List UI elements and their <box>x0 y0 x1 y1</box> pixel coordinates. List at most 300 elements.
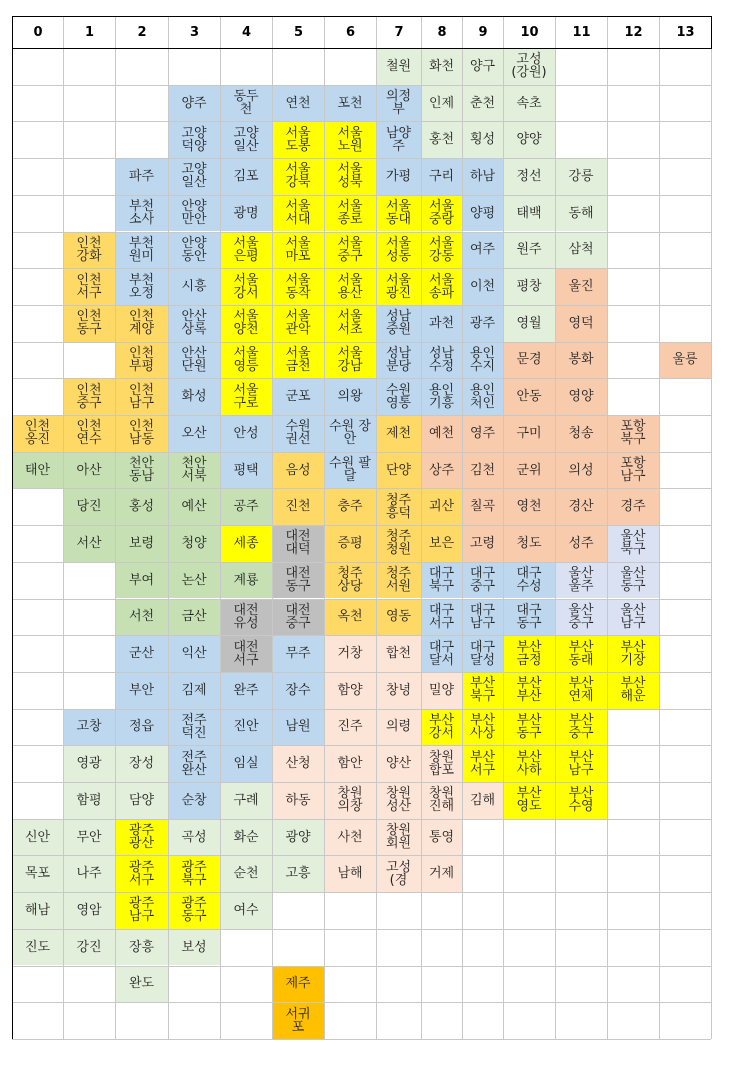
region-cell: 부천 원미 <box>115 232 168 269</box>
region-cell: 남양 주 <box>376 121 421 158</box>
region-cell: 영천 <box>503 488 555 525</box>
region-cell: 울산 울주 <box>555 562 607 599</box>
region-cell: 청도 <box>503 525 555 562</box>
region-cell: 인천 남동 <box>115 415 168 452</box>
region-cell: 고성 (강원) <box>503 48 555 85</box>
region-cell: 의정 부 <box>376 85 421 122</box>
region-cell: 청주 흥덕 <box>376 488 421 525</box>
region-cell: 평창 <box>503 268 555 305</box>
region-cell: 나주 <box>63 855 115 892</box>
region-cell: 부산 기장 <box>607 635 659 672</box>
grid-line-horizontal <box>12 1039 711 1040</box>
grid-line-vertical <box>324 16 325 1039</box>
region-cell: 하남 <box>462 158 503 195</box>
region-cell: 부산 동구 <box>503 709 555 746</box>
region-cell: 문경 <box>503 342 555 379</box>
region-cell: 천안 동남 <box>115 452 168 489</box>
region-cell: 임실 <box>220 745 272 782</box>
region-cell: 양구 <box>462 48 503 85</box>
region-cell: 부산 서구 <box>462 745 503 782</box>
region-cell: 보령 <box>115 525 168 562</box>
region-cell: 괴산 <box>421 488 462 525</box>
region-cell: 서울 중랑 <box>421 195 462 232</box>
grid-line-horizontal <box>12 342 711 343</box>
region-cell: 상주 <box>421 452 462 489</box>
region-cell: 서울 송파 <box>421 268 462 305</box>
grid-outer-border <box>12 16 13 1039</box>
region-cell: 진주 <box>324 709 376 746</box>
region-cell: 예천 <box>421 415 462 452</box>
region-cell: 음성 <box>272 452 324 489</box>
region-cell: 인천 부평 <box>115 342 168 379</box>
column-header-3: 3 <box>189 24 200 40</box>
region-cell: 이천 <box>462 268 503 305</box>
region-cell: 부산 금정 <box>503 635 555 672</box>
grid-line-horizontal <box>12 819 711 820</box>
region-cell: 성남 분당 <box>376 342 421 379</box>
region-cell: 서울 영등 <box>220 342 272 379</box>
region-cell: 인천 서구 <box>63 268 115 305</box>
grid-line-vertical <box>63 16 64 1039</box>
region-cell: 단양 <box>376 452 421 489</box>
region-cell: 용인 수지 <box>462 342 503 379</box>
region-cell: 울산 동구 <box>607 562 659 599</box>
region-cell: 보은 <box>421 525 462 562</box>
grid-line-vertical <box>115 16 116 1039</box>
region-cell: 부천 오정 <box>115 268 168 305</box>
region-cell: 안성 <box>220 415 272 452</box>
grid-line-horizontal <box>12 305 711 306</box>
region-cell: 증평 <box>324 525 376 562</box>
region-cell: 충주 <box>324 488 376 525</box>
region-cell: 울진 <box>555 268 607 305</box>
grid-line-vertical <box>421 16 422 1039</box>
region-cell: 태백 <box>503 195 555 232</box>
region-cell: 창원 진해 <box>421 782 462 819</box>
region-cell: 고흥 <box>272 855 324 892</box>
region-cell: 인천 연수 <box>63 415 115 452</box>
grid-line-horizontal <box>12 121 711 122</box>
region-cell: 속초 <box>503 85 555 122</box>
region-cell: 부산 사하 <box>503 745 555 782</box>
region-cell: 고령 <box>462 525 503 562</box>
grid-line-horizontal <box>12 599 711 600</box>
region-cell: 대구 달성 <box>462 635 503 672</box>
grid-line-horizontal <box>12 158 711 159</box>
region-cell: 서울 성북 <box>324 158 376 195</box>
region-cell: 산청 <box>272 745 324 782</box>
grid-line-horizontal <box>12 488 711 489</box>
region-cell: 함양 <box>324 672 376 709</box>
column-header-9: 9 <box>478 24 488 40</box>
grid-line-vertical <box>659 16 660 1039</box>
region-cell: 수원 장 안 <box>324 415 376 452</box>
region-cell: 영양 <box>555 378 607 415</box>
region-cell: 옥천 <box>324 599 376 636</box>
region-cell: 전주 완산 <box>168 745 220 782</box>
region-cell: 장흥 <box>115 929 168 966</box>
region-cell: 청주 청원 <box>376 525 421 562</box>
region-cell: 과천 <box>421 305 462 342</box>
region-cell: 영광 <box>63 745 115 782</box>
region-cell: 안동 <box>503 378 555 415</box>
region-cell: 서울 강북 <box>272 158 324 195</box>
region-cell: 완도 <box>115 966 168 1003</box>
grid-line-vertical <box>376 16 377 1039</box>
region-cell: 의왕 <box>324 378 376 415</box>
region-cell: 고성 (경 <box>376 855 421 892</box>
region-cell: 광주 북구 <box>168 855 220 892</box>
region-cell: 부산 수영 <box>555 782 607 819</box>
region-cell: 서울 종로 <box>324 195 376 232</box>
column-header-10: 10 <box>520 24 539 40</box>
region-cell: 군산 <box>115 635 168 672</box>
region-cell: 목포 <box>12 855 63 892</box>
region-cell: 인천 계양 <box>115 305 168 342</box>
column-header-11: 11 <box>572 24 591 40</box>
region-cell: 화순 <box>220 819 272 856</box>
grid-line-horizontal <box>12 268 711 269</box>
region-cell: 부산 부산 <box>503 672 555 709</box>
region-cell: 서귀 포 <box>272 1002 324 1039</box>
region-cell: 성주 <box>555 525 607 562</box>
region-cell: 수원 권선 <box>272 415 324 452</box>
region-cell: 거창 <box>324 635 376 672</box>
region-cell: 인천 강화 <box>63 232 115 269</box>
region-cell: 서울 광진 <box>376 268 421 305</box>
region-cell: 통영 <box>421 819 462 856</box>
region-cell: 고양 덕양 <box>168 121 220 158</box>
region-cell: 고창 <box>63 709 115 746</box>
region-cell: 부천 소사 <box>115 195 168 232</box>
region-cell: 대전 중구 <box>272 599 324 636</box>
region-cell: 횡성 <box>462 121 503 158</box>
grid-line-horizontal <box>12 855 711 856</box>
grid-line-horizontal <box>12 745 711 746</box>
region-cell: 무안 <box>63 819 115 856</box>
grid-line-horizontal <box>12 232 711 233</box>
region-cell: 진도 <box>12 929 63 966</box>
column-header-6: 6 <box>345 24 356 40</box>
region-cell: 청주 상당 <box>324 562 376 599</box>
region-cell: 강진 <box>63 929 115 966</box>
region-cell: 인천 남구 <box>115 378 168 415</box>
region-cell: 용인 기흥 <box>421 378 462 415</box>
region-cell: 순창 <box>168 782 220 819</box>
grid-line-horizontal <box>12 1002 711 1003</box>
region-cell: 부산 사상 <box>462 709 503 746</box>
region-cell: 금산 <box>168 599 220 636</box>
region-cell: 태안 <box>12 452 63 489</box>
region-cell: 안양 동안 <box>168 232 220 269</box>
region-cell: 인천 중구 <box>63 378 115 415</box>
grid-line-horizontal <box>12 415 711 416</box>
region-cell: 광주 광산 <box>115 819 168 856</box>
region-cell: 김제 <box>168 672 220 709</box>
region-cell: 아산 <box>63 452 115 489</box>
region-cell: 서산 <box>63 525 115 562</box>
column-header-1: 1 <box>84 24 95 40</box>
grid-line-horizontal <box>12 929 711 930</box>
region-cell: 칠곡 <box>462 488 503 525</box>
region-cell: 김천 <box>462 452 503 489</box>
region-cell: 철원 <box>376 48 421 85</box>
grid-line-vertical <box>555 16 556 1039</box>
column-header-4: 4 <box>241 24 252 40</box>
region-cell: 부산 영도 <box>503 782 555 819</box>
region-cell: 대구 서구 <box>421 599 462 636</box>
region-cell: 여주 <box>462 232 503 269</box>
region-cell: 서울 용산 <box>324 268 376 305</box>
grid-line-horizontal <box>12 966 711 967</box>
region-cell: 동해 <box>555 195 607 232</box>
region-cell: 포항 남구 <box>607 452 659 489</box>
region-cell: 김포 <box>220 158 272 195</box>
region-cell: 여수 <box>220 892 272 929</box>
region-cell: 수원 팔 달 <box>324 452 376 489</box>
region-cell: 안산 단원 <box>168 342 220 379</box>
region-cell: 무주 <box>272 635 324 672</box>
region-cell: 부산 남구 <box>555 745 607 782</box>
region-cell: 포천 <box>324 85 376 122</box>
region-cell: 시흥 <box>168 268 220 305</box>
region-cell: 광주 동구 <box>168 892 220 929</box>
region-cell: 영암 <box>63 892 115 929</box>
region-cell: 청주 서원 <box>376 562 421 599</box>
region-cell: 양평 <box>462 195 503 232</box>
region-cell: 광주 서구 <box>115 855 168 892</box>
region-cell: 원주 <box>503 232 555 269</box>
column-header-7: 7 <box>394 24 404 40</box>
region-cell: 부산 강서 <box>421 709 462 746</box>
header-frame <box>12 16 712 49</box>
region-cell: 하동 <box>272 782 324 819</box>
region-cell: 부산 중구 <box>555 709 607 746</box>
region-cell: 부여 <box>115 562 168 599</box>
region-cell: 창원 의창 <box>324 782 376 819</box>
region-cell: 대구 동구 <box>503 599 555 636</box>
region-cell: 남원 <box>272 709 324 746</box>
region-cell: 서울 관악 <box>272 305 324 342</box>
column-header-0: 0 <box>33 24 43 40</box>
region-cell: 성남 중원 <box>376 305 421 342</box>
region-cell: 화성 <box>168 378 220 415</box>
region-cell: 인제 <box>421 85 462 122</box>
region-cell: 양양 <box>503 121 555 158</box>
grid-line-vertical <box>462 16 463 1039</box>
region-cell: 천안 서북 <box>168 452 220 489</box>
region-cell: 서울 은평 <box>220 232 272 269</box>
region-cell: 동두 천 <box>220 85 272 122</box>
region-cell: 군위 <box>503 452 555 489</box>
region-cell: 부산 동래 <box>555 635 607 672</box>
grid-line-vertical <box>220 16 221 1039</box>
grid-line-horizontal <box>12 892 711 893</box>
region-cell: 삼척 <box>555 232 607 269</box>
region-cell: 정읍 <box>115 709 168 746</box>
region-cell: 서울 도봉 <box>272 121 324 158</box>
grid-line-horizontal <box>12 195 711 196</box>
region-cell: 광명 <box>220 195 272 232</box>
region-cell: 진천 <box>272 488 324 525</box>
region-cell: 해남 <box>12 892 63 929</box>
region-cell: 연천 <box>272 85 324 122</box>
grid-line-horizontal <box>12 452 711 453</box>
region-cell: 합천 <box>376 635 421 672</box>
region-cell: 의령 <box>376 709 421 746</box>
region-cell: 제주 <box>272 966 324 1003</box>
region-cell: 울산 남구 <box>607 599 659 636</box>
region-cell: 홍성 <box>115 488 168 525</box>
region-cell: 서울 서초 <box>324 305 376 342</box>
region-cell: 포항 북구 <box>607 415 659 452</box>
region-cell: 광주 남구 <box>115 892 168 929</box>
region-cell: 서울 동작 <box>272 268 324 305</box>
region-cell: 영주 <box>462 415 503 452</box>
grid-line-horizontal <box>12 562 711 563</box>
region-cell: 인천 동구 <box>63 305 115 342</box>
region-cell: 논산 <box>168 562 220 599</box>
region-cell: 가평 <box>376 158 421 195</box>
region-cell: 순천 <box>220 855 272 892</box>
region-cell: 대전 서구 <box>220 635 272 672</box>
region-cell: 정선 <box>503 158 555 195</box>
grid-line-horizontal <box>12 378 711 379</box>
region-cell: 서울 중구 <box>324 232 376 269</box>
region-cell: 울산 북구 <box>607 525 659 562</box>
region-cell: 창원 회원 <box>376 819 421 856</box>
region-cell: 화천 <box>421 48 462 85</box>
region-cell: 울산 중구 <box>555 599 607 636</box>
region-cell: 전주 덕진 <box>168 709 220 746</box>
region-cell: 군포 <box>272 378 324 415</box>
region-cell: 광주 <box>462 305 503 342</box>
column-header-13: 13 <box>676 24 695 40</box>
region-cell: 경주 <box>607 488 659 525</box>
region-cell: 서울 마포 <box>272 232 324 269</box>
grid-line-vertical <box>503 16 504 1039</box>
region-cell: 구례 <box>220 782 272 819</box>
column-header-2: 2 <box>137 24 147 40</box>
region-cell: 곡성 <box>168 819 220 856</box>
region-cell: 서울 양천 <box>220 305 272 342</box>
region-cell: 대전 동구 <box>272 562 324 599</box>
region-cell: 영덕 <box>555 305 607 342</box>
region-cell: 예산 <box>168 488 220 525</box>
region-cell: 부안 <box>115 672 168 709</box>
region-cell: 장수 <box>272 672 324 709</box>
region-cell: 대구 북구 <box>421 562 462 599</box>
region-cell: 남해 <box>324 855 376 892</box>
region-cell: 광양 <box>272 819 324 856</box>
region-cell: 평택 <box>220 452 272 489</box>
region-cell: 밀양 <box>421 672 462 709</box>
region-cell: 완주 <box>220 672 272 709</box>
region-cell: 신안 <box>12 819 63 856</box>
region-cell: 구미 <box>503 415 555 452</box>
region-cell: 울릉 <box>659 342 711 379</box>
region-cell: 대구 달서 <box>421 635 462 672</box>
region-cell: 진안 <box>220 709 272 746</box>
region-cell: 대전 대덕 <box>272 525 324 562</box>
region-cell: 용인 처인 <box>462 378 503 415</box>
region-cell: 청양 <box>168 525 220 562</box>
column-header-5: 5 <box>293 24 304 40</box>
region-cell: 제천 <box>376 415 421 452</box>
grid-line-horizontal <box>12 635 711 636</box>
region-cell: 담양 <box>115 782 168 819</box>
region-cell: 창원 합포 <box>421 745 462 782</box>
region-cell: 김해 <box>462 782 503 819</box>
region-cell: 수원 영통 <box>376 378 421 415</box>
region-cell: 창원 성산 <box>376 782 421 819</box>
region-cell: 부산 연제 <box>555 672 607 709</box>
region-cell: 영월 <box>503 305 555 342</box>
region-cell: 파주 <box>115 158 168 195</box>
region-cell: 익산 <box>168 635 220 672</box>
region-cell: 양주 <box>168 85 220 122</box>
grid-line-horizontal <box>12 782 711 783</box>
region-cell: 사천 <box>324 819 376 856</box>
region-cell: 구리 <box>421 158 462 195</box>
region-cell: 안산 상록 <box>168 305 220 342</box>
region-cell: 강릉 <box>555 158 607 195</box>
region-cell: 대구 남구 <box>462 599 503 636</box>
grid-line-horizontal <box>12 85 711 86</box>
region-cell: 안양 만안 <box>168 195 220 232</box>
region-cell: 고양 일산 <box>168 158 220 195</box>
region-cell: 서울 노원 <box>324 121 376 158</box>
region-cell: 계룡 <box>220 562 272 599</box>
region-cell: 장성 <box>115 745 168 782</box>
region-cell: 고양 일산 <box>220 121 272 158</box>
region-cell: 부산 북구 <box>462 672 503 709</box>
region-cell: 홍천 <box>421 121 462 158</box>
region-cell: 서울 동대 <box>376 195 421 232</box>
region-cell: 대구 중구 <box>462 562 503 599</box>
region-cell: 세종 <box>220 525 272 562</box>
grid-line-vertical <box>711 16 712 1039</box>
grid-line-horizontal <box>12 525 711 526</box>
region-cell: 춘천 <box>462 85 503 122</box>
region-cell: 오산 <box>168 415 220 452</box>
region-cell: 서울 성동 <box>376 232 421 269</box>
region-cell: 서울 강동 <box>421 232 462 269</box>
region-cell: 보성 <box>168 929 220 966</box>
grid-line-vertical <box>272 16 273 1039</box>
region-cell: 창녕 <box>376 672 421 709</box>
column-header-12: 12 <box>624 24 643 40</box>
region-cell: 함안 <box>324 745 376 782</box>
region-cell: 성남 수정 <box>421 342 462 379</box>
region-cell: 대구 수성 <box>503 562 555 599</box>
region-cell: 영동 <box>376 599 421 636</box>
region-cell: 청송 <box>555 415 607 452</box>
grid-line-vertical <box>607 16 608 1039</box>
region-cell: 서울 강남 <box>324 342 376 379</box>
region-cell: 당진 <box>63 488 115 525</box>
region-cell: 거제 <box>421 855 462 892</box>
region-cell: 서천 <box>115 599 168 636</box>
region-cell: 서울 서대 <box>272 195 324 232</box>
region-cell: 경산 <box>555 488 607 525</box>
grid-line-horizontal <box>12 709 711 710</box>
region-cell: 대전 유성 <box>220 599 272 636</box>
region-cell: 함평 <box>63 782 115 819</box>
region-cell: 서울 강서 <box>220 268 272 305</box>
grid-line-horizontal <box>12 672 711 673</box>
grid-line-vertical <box>168 16 169 1039</box>
